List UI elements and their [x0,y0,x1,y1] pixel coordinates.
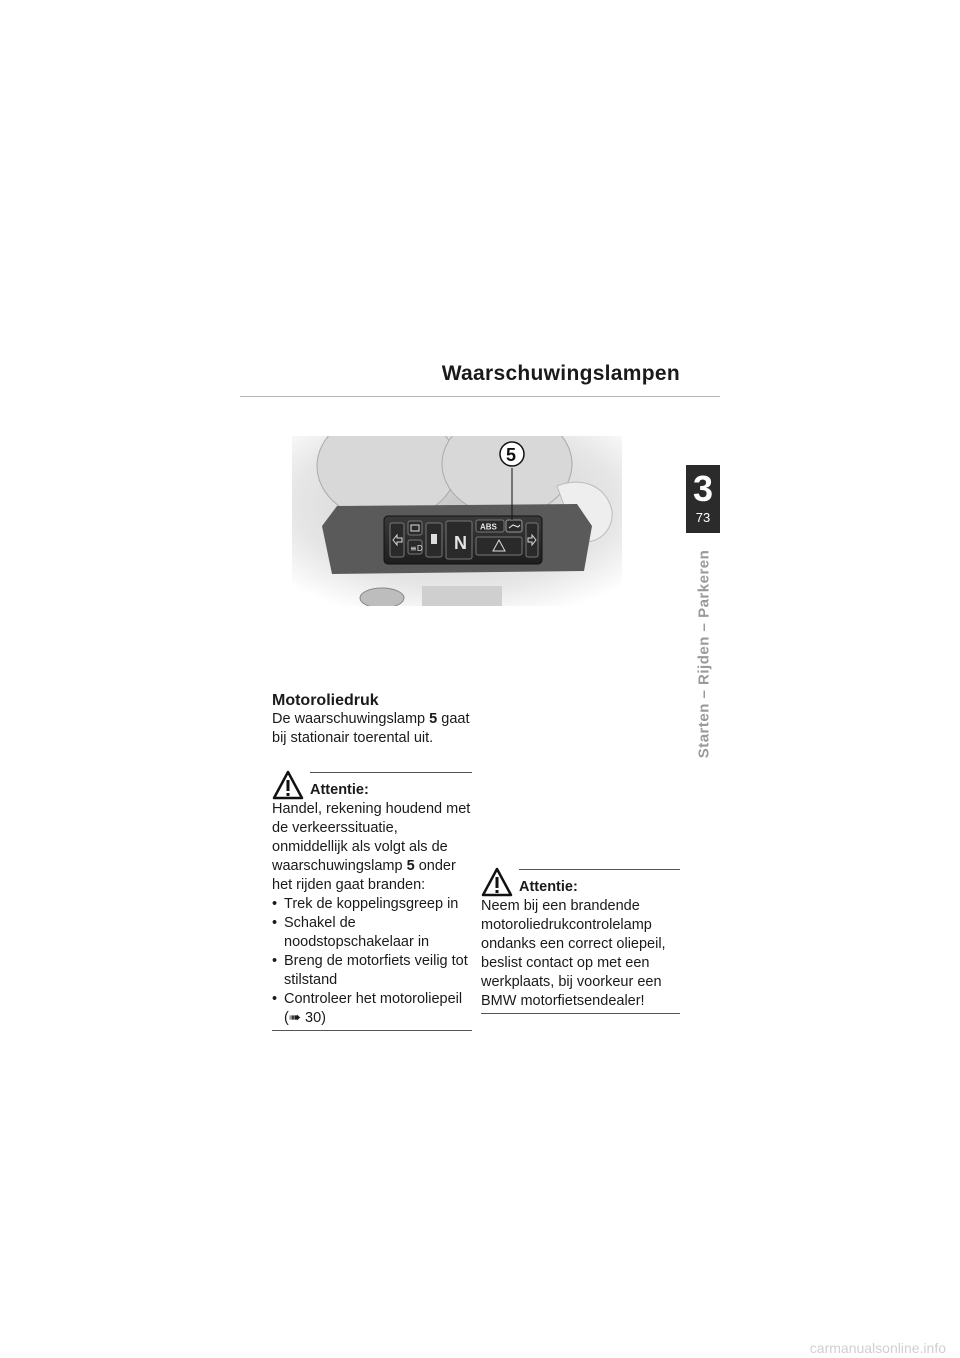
fuel-pump-icon [431,534,437,544]
right-column [481,869,680,1014]
title-divider [240,396,720,397]
chapter-number: 3 [692,468,714,509]
warning1-text-end: onder het rijden gaat branden: [272,858,456,893]
page-number: 73 [695,510,711,525]
instrument-panel-photo [292,436,622,606]
warning2-text: Neem bij een brandende motoroliedrukcontrolelamp ondanks een correct oliepeil, beslist contact op met een werkplaats, bij voorkeur een BMW motorfietsendealer! [481,897,680,1014]
intro-text-end: gaat bij stationair toerental uit. [272,711,470,746]
watermark: carmanualsonline.info [809,1340,946,1356]
section-heading: Motoroliedruk [272,692,379,709]
abs-label: ABS [480,522,497,532]
side-label-container [690,548,718,760]
warning2-label-block [519,869,680,897]
warning-triangle-icon [481,867,513,897]
warning1-top-rule [310,772,472,773]
page-title: Waarschuwingslampen [441,362,680,385]
left-column [272,692,472,1031]
warning1-body [272,800,472,1031]
warning1-label: Attentie: [310,782,369,798]
warning1-label-block [310,772,472,800]
callout-number: 5 [506,445,517,465]
intro-text: De waarschuwingslamp [272,711,430,727]
battery-lamp [408,521,422,535]
list-item: • Breng de motorfiets veilig tot stilstand [272,952,472,990]
warning1-header [272,772,472,800]
warning-triangle-icon [272,770,304,800]
list-item: • Controleer het motoroliepeil (➠ 30) [272,990,472,1028]
ignition-switch [360,588,404,606]
intro-lamp-ref: 5 [429,711,438,727]
warning1-text [272,800,472,895]
warning2-label: Attentie: [519,879,578,895]
warning1-lamp-ref: 5 [406,858,415,874]
neutral-symbol: N [454,533,467,553]
warning1-text-start: Handel, rekening houdend met de verkeerssituatie, onmiddellijk als volgt als de waarschuwingslamp [272,801,471,874]
headlight-icon: ≡D [410,544,423,553]
warning2-top-rule [519,869,680,870]
section-intro [272,710,472,748]
lower-trim [422,586,502,606]
warning1-steps [272,895,472,1028]
warning2-header [481,869,680,897]
chapter-side-label: Starten – Rijden – Parkeren [695,549,713,759]
list-item: • Trek de koppelingsgreep in [272,895,472,914]
list-item: • Schakel de noodstopschakelaar in [272,914,472,952]
